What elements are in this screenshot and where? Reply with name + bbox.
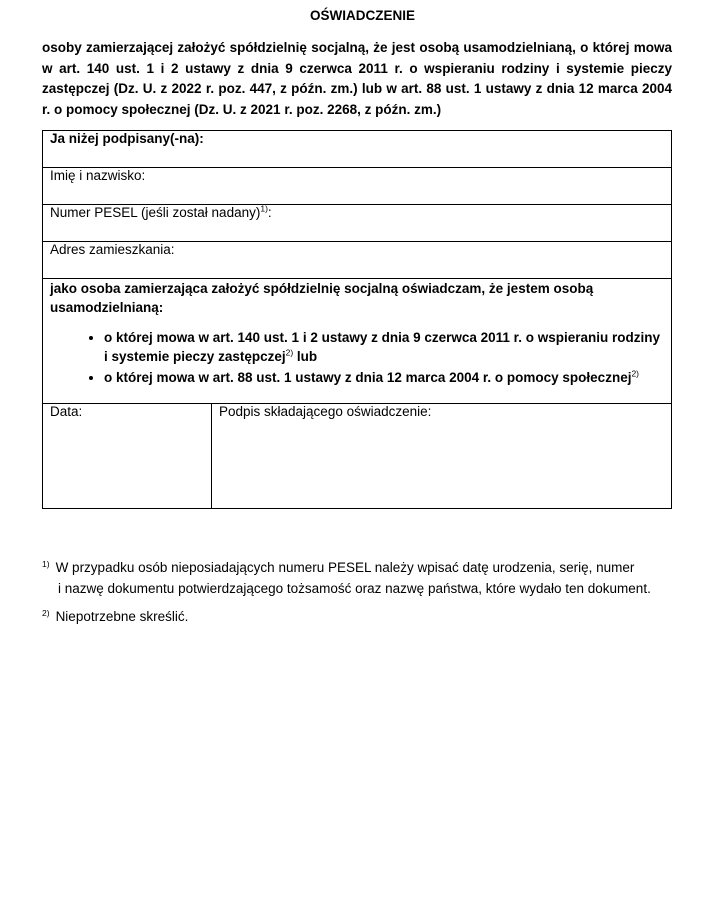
pesel-field[interactable] xyxy=(43,205,672,242)
form-header-row xyxy=(43,131,672,168)
address-row xyxy=(43,242,672,279)
footnote-1 xyxy=(42,557,672,599)
pesel-colon: : xyxy=(267,205,272,220)
form-header: Ja niżej podpisany(-na): xyxy=(43,131,672,168)
declaration-option-1[interactable] xyxy=(104,329,664,366)
footnote-2 xyxy=(42,606,672,627)
footnote-2-mark: 2) xyxy=(42,607,50,618)
name-row xyxy=(43,168,672,205)
declaration-option-2[interactable] xyxy=(104,369,664,388)
declaration-lead: jako osoba zamierzająca założyć spółdzielnię socjalną oświadczam, że jestem osobą usamodzielnianą: xyxy=(50,281,594,315)
declaration-form-table xyxy=(42,130,672,509)
footnote-1-text-b: i nazwę dokumentu potwierdzającego tożsamość oraz nazwę państwa, które wydało ten dokument. xyxy=(58,581,651,596)
option-1-tail: lub xyxy=(293,348,318,364)
option-2-footnote-ref: 2) xyxy=(631,368,640,379)
pesel-label: Numer PESEL (jeśli został nadany) xyxy=(50,205,261,220)
pesel-row xyxy=(43,205,672,242)
signature-field[interactable] xyxy=(212,404,672,509)
name-field[interactable] xyxy=(43,168,672,205)
declaration-row xyxy=(43,279,672,404)
declaration-options xyxy=(50,329,664,388)
footnote-1-text-a: W przypadku osób nieposiadających numeru PESEL należy wpisać datę urodzenia, serię, numer xyxy=(55,560,635,575)
date-field[interactable] xyxy=(43,404,212,509)
declaration-cell xyxy=(43,279,672,404)
document-intro: osoby zamierzającej założyć spółdzielnię socjalną, że jest osobą usamodzielnianą, o której mowa w art. 140 ust. 1 i 2 ustawy z dnia 9 czerwca 2011 r. o wspieraniu rodziny i systemie pieczy zastępczej (Dz. U. z 2022 r. poz. 447, z późn. zm.) lub w art. 88 ust. 1 ustawy z dnia 12 marca 2004 r. o pomocy społecznej (Dz. U. z 2021 r. poz. 2268, z późn. zm.) xyxy=(42,40,672,117)
option-1-footnote-ref: 2) xyxy=(285,347,294,357)
address-label: Adres zamieszkania: xyxy=(50,242,175,257)
document-title: OŚWIADCZENIE xyxy=(309,8,415,23)
name-label: Imię i nazwisko: xyxy=(50,168,146,183)
footnote-1-mark: 1) xyxy=(42,558,50,569)
option-2-text: o której mowa w art. 88 ust. 1 ustawy z dnia 12 marca 2004 r. o pomocy społecznej xyxy=(104,370,632,385)
option-1-text: o której mowa w art. 140 ust. 1 i 2 ustawy z dnia 9 czerwca 2011 r. o wspieraniu rodziny i systemie pieczy zastępczej xyxy=(104,330,660,364)
date-label: Data: xyxy=(50,404,83,419)
pesel-footnote-ref: 1) xyxy=(260,203,268,214)
footnote-2-text: Niepotrzebne skreślić. xyxy=(55,609,189,624)
address-field[interactable] xyxy=(43,242,672,279)
signature-row xyxy=(43,404,672,509)
signature-label: Podpis składającego oświadczenie: xyxy=(219,404,432,419)
